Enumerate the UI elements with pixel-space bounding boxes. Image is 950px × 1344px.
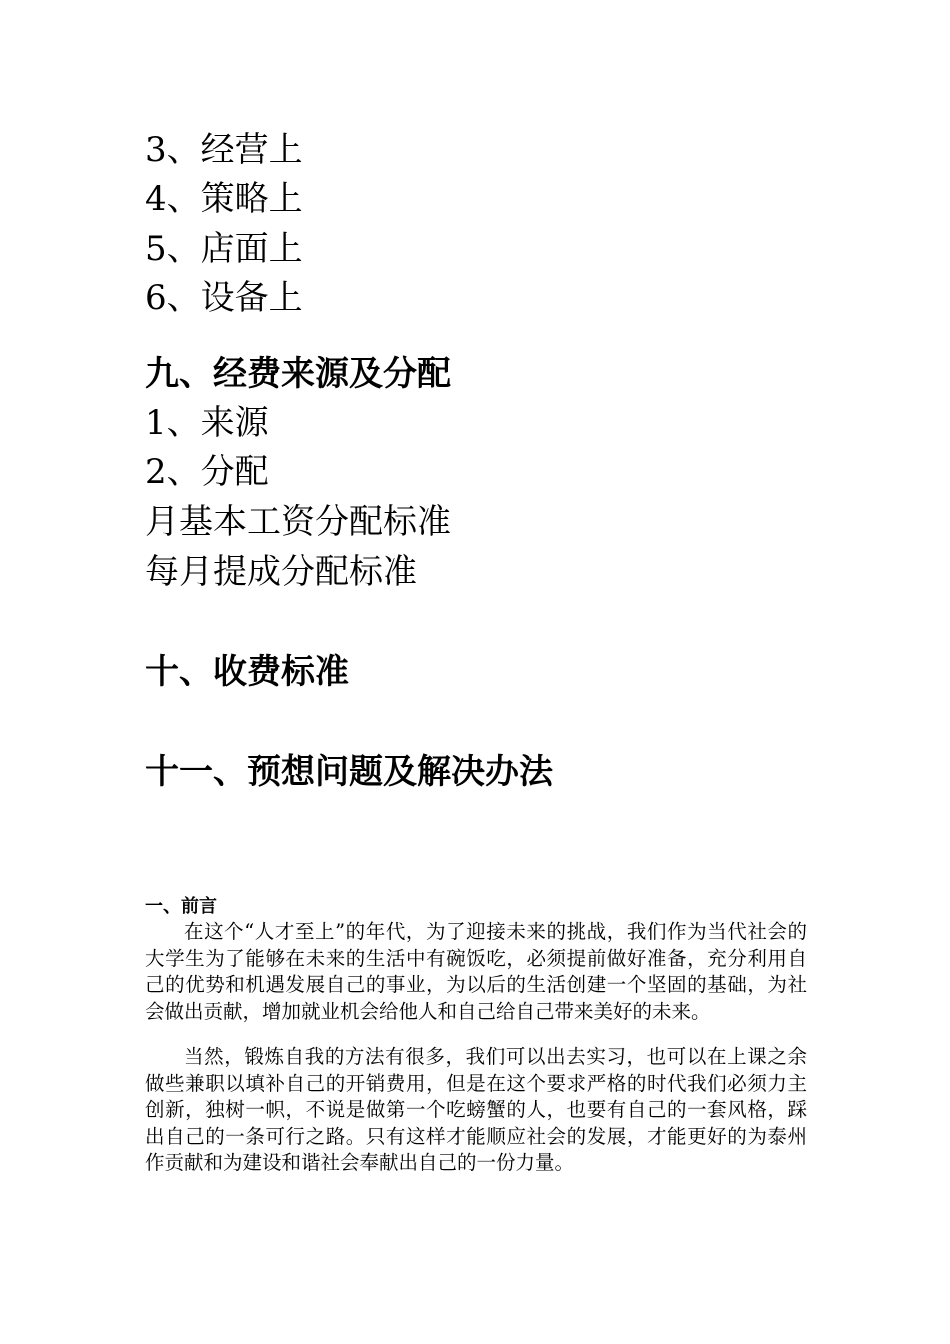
section-heading: 九、经费来源及分配 bbox=[145, 354, 451, 394]
section-heading: 十、收费标准 bbox=[145, 652, 349, 692]
section-heading: 十一、预想问题及解决办法 bbox=[145, 752, 553, 792]
list-item: 5、店面上 bbox=[145, 229, 303, 269]
list-item: 1、来源 bbox=[145, 403, 269, 443]
paragraph: 当然，锻炼自我的方法有很多，我们可以出去实习，也可以在上课之余做些兼职以填补自己的开销费用，但是在这个要求严格的时代我们必须力主创新，独树一帜，不说是做第一个吃螃蟹的人，也要有自己的一套风格，踩出自己的一条可行之路。只有这样才能顺应社会的发展，才能更好的为泰州作贡献和为建设和谐社会奉献出自己的一份力量。 bbox=[145, 1045, 807, 1174]
preface-heading: 一、前言 bbox=[145, 896, 217, 917]
list-item: 每月提成分配标准 bbox=[145, 552, 417, 592]
list-item: 月基本工资分配标准 bbox=[145, 502, 451, 542]
paragraph: 在这个“人才至上”的年代，为了迎接未来的挑战，我们作为当代社会的大学生为了能够在未来的生活中有碗饭吃，必须提前做好准备，充分利用自己的优势和机遇发展自己的事业，为以后的生活创建一个坚固的基础，为社会做出贡献，增加就业机会给他人和自己给自己带来美好的未来。 bbox=[145, 920, 807, 1023]
list-item: 3、经营上 bbox=[145, 130, 303, 170]
list-item: 6、设备上 bbox=[145, 278, 303, 318]
list-item: 2、分配 bbox=[145, 452, 269, 492]
list-item: 4、策略上 bbox=[145, 179, 303, 219]
